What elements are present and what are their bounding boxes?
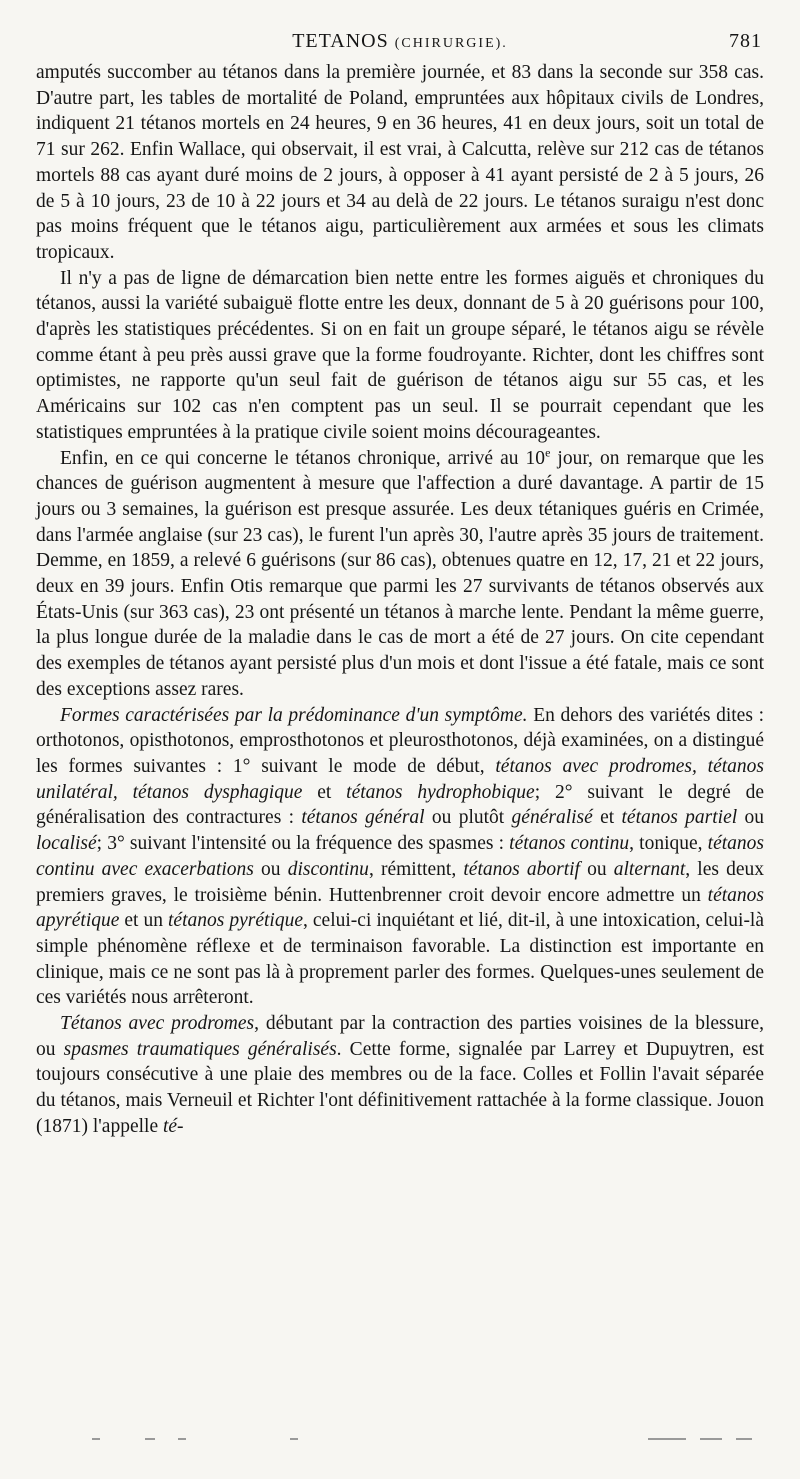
body-text (36, 60, 764, 1140)
text-run: , rémittent, (368, 858, 464, 880)
scan-mark (736, 1438, 752, 1440)
superscript: e (545, 445, 551, 460)
italic-run: alternant (613, 858, 686, 880)
paragraph (36, 446, 764, 703)
text-run: , débutant par la contraction des parties voisines de la blessure, ou (36, 1013, 764, 1060)
italic-run: té- (162, 1115, 184, 1137)
text-run: ; 2° suivant le degré de généralisation des contractures : (36, 781, 765, 829)
text-run: En dehors des variétés dites : orthotonos, opisthotonos, emprosthotonos et pleurosthotonos, déjà examinées, on a distingué les formes suivantes : 1° suivant le mode de début, (36, 704, 764, 777)
text-run: amputés succomber au tétanos dans la première journée, et 83 dans la seconde sur 358 cas. D'autre part, les tables de mortalité de Poland, empruntées aux hôpitaux civils de Londres, indiquent 21 tétanos mortels en 24 heures, 9 en 36 heures, 41 en deux jours, soit un total de 71 sur 262. Enfin Wallace, qui observait, il est vrai, à Calcutta, relève sur 212 cas de tétanos mortels 88 cas ayant duré moins de 2 jours, à opposer à 41 ayant persisté de 2 à 5 jours, 26 de 5 à 10 jours, 23 de 10 à 22 jours et 34 au delà de 22 jours. Le tétanos suraigu n'est donc pas moins fréquent que le tétanos aigu, particulièrement aux armées et sous les climats tropicaux. (36, 62, 764, 263)
header-title: TETANOS (292, 30, 389, 52)
text-run: . Cette forme, signalée par Larrey et Dupuytren, est toujours consécutive à une plaie des membres ou de la face. Colles et Follin l'avait séparée du tétanos, mais Verneuil et Richter l'ont définitivement rattachée à la forme classique. Jouon (1871) l'appelle (36, 1038, 765, 1137)
scan-mark (178, 1438, 186, 1440)
text-run: et (302, 781, 347, 803)
page-number: 781 (729, 30, 762, 52)
text-run: ou (737, 807, 764, 829)
italic-run: tétanos hydrophobique (346, 781, 535, 803)
italic-run: Formes caractérisées par la prédominance d'un symptôme. (60, 704, 528, 726)
scan-mark (700, 1438, 722, 1440)
italic-run: Tétanos avec prodromes (60, 1013, 255, 1035)
text-run: ou (253, 858, 288, 880)
text-run: jour, on remarque que les chances de guérison augmentent à mesure que l'affection a duré davantage. A partir de 15 jours ou 3 semaines, la guérison est presque assurée. Les deux tétaniques guéris en Crimée, dans l'armée anglaise (sur 23 cas), le furent l'un après 30, l'autre après 35 jours de traitement. Demme, en 1859, a relevé 6 guérisons (sur 86 cas), obtenues quatre en 12, 17, 21 et 22 jours, deux en 39 jours. Enfin Otis remarque que parmi les 27 survivants de tétanos observés aux États-Unis (sur 363 cas), 23 ont présenté un tétanos à marche lente. Pendant la même guerre, la plus longue durée de la maladie dans le cas de mort a été de 27 jours. On cite cependant des exemples de tétanos ayant persisté plus d'un mois et dont l'issue a été fatale, mais ce sont des exceptions assez rares. (36, 447, 764, 700)
scan-mark (145, 1438, 155, 1440)
italic-run: discontinu (287, 858, 369, 880)
text-run: ou (579, 858, 614, 880)
text-run: et un (119, 910, 169, 932)
scan-mark (92, 1438, 100, 1440)
scan-mark (648, 1438, 686, 1440)
text-run: , celui-ci inquiétant et lié, dit-il, à une intoxication, celui-là simple phénomène réflexe et de terminaison favorable. La distinction est importante en clinique, mais ce ne sont pas là à proprement parler des formes. Quelques-unes seulement de ces variétés nous arrêteront. (36, 910, 765, 1009)
text-run: , tonique, (629, 833, 708, 855)
scan-mark (290, 1438, 298, 1440)
text-run: ou plutôt (424, 807, 512, 829)
italic-run: localisé (36, 833, 97, 855)
header-title-group (292, 30, 508, 53)
bottom-scan-marks (0, 1438, 800, 1448)
text-run: , les deux premiers graves, le troisième bénin. Huttenbrenner croit devoir encore admettre un (36, 858, 765, 906)
text-run: ; 3° suivant l'intensité ou la fréquence des spasmes : (96, 833, 510, 855)
italic-run: tétanos partiel (621, 807, 738, 829)
italic-run: tétanos continu (509, 833, 630, 855)
paragraph (36, 60, 764, 266)
running-header (36, 30, 764, 60)
paragraph (36, 1011, 764, 1140)
header-subtitle: (CHIRURGIE). (394, 36, 508, 51)
italic-run: généralisé (511, 807, 593, 829)
italic-run: tétanos général (301, 807, 425, 829)
italic-run: tétanos abortif (463, 858, 580, 880)
italic-run: spasmes traumatiques généralisés (63, 1038, 337, 1060)
text-run: et (592, 807, 622, 829)
paragraph (36, 266, 764, 446)
italic-run: tétanos apyrétique (36, 884, 764, 932)
italic-run: tétanos avec prodromes, tétanos unilatéral, tétanos dysphagique (36, 755, 764, 803)
paragraph (36, 703, 764, 1011)
text-run: Il n'y a pas de ligne de démarcation bien nette entre les formes aiguës et chroniques du tétanos, aussi la variété subaiguë flotte entre les deux, donnant de 5 à 20 guérisons pour 100, d'après les statistiques précédentes. Si on en fait un groupe séparé, le tétanos aigu se révèle comme étant à peu près aussi grave que la forme foudroyante. Richter, dont les chiffres sont optimistes, ne rapporte qu'un seul fait de guérison de tétanos aigu sur 55 cas, et les Américains sur 102 cas n'en comptent pas un seul. Il se pourrait cependant que les statistiques empruntées à la pratique civile soient moins décourageantes. (36, 267, 764, 443)
text-run: Enfin, en ce qui concerne le tétanos chronique, arrivé au 10 (60, 447, 546, 469)
italic-run: tétanos pyrétique (168, 910, 304, 932)
italic-run: tétanos continu avec exacerbations (36, 833, 764, 880)
